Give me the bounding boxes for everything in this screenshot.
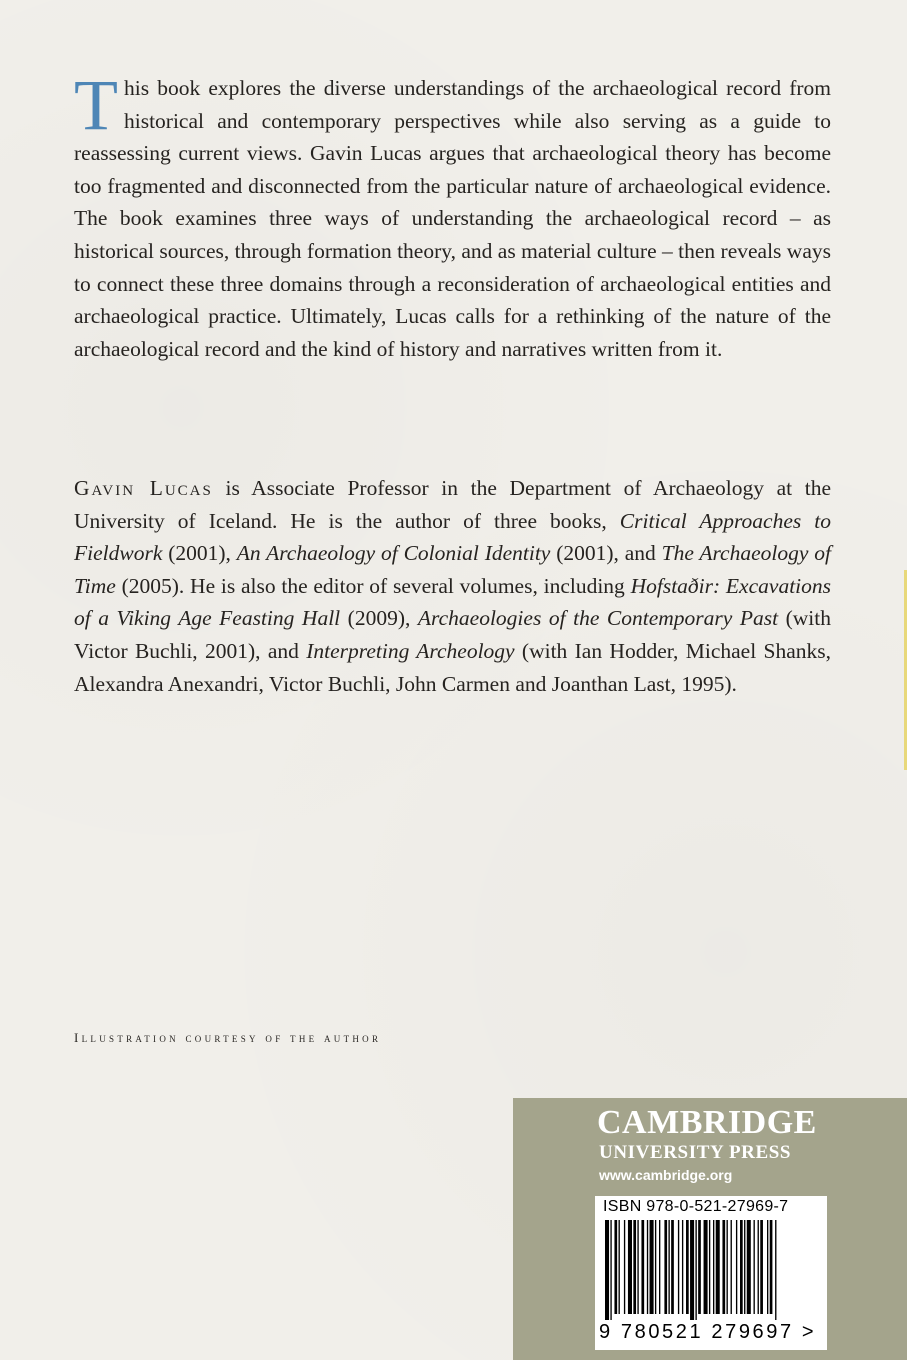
barcode-bar [633, 1220, 636, 1314]
description-paragraph [74, 65, 831, 365]
barcode-bar [655, 1220, 656, 1314]
barcode-bar [740, 1220, 743, 1314]
book-title: Interpreting Archeology [306, 638, 515, 663]
barcode-bar [650, 1220, 654, 1314]
barcode-bar [610, 1220, 611, 1320]
barcode-bar [619, 1220, 620, 1314]
book-title: An Archaeology of Colonial Identity [236, 541, 551, 566]
barcode-bar [704, 1220, 708, 1314]
barcode-digits: 9 780521 279697 > [599, 1321, 817, 1343]
book-title: The Archaeology of Time [74, 541, 831, 598]
bio-text: (2001), and [550, 541, 662, 566]
barcode-bar [736, 1220, 737, 1314]
barcode-bar [709, 1220, 710, 1314]
barcode-bar [744, 1220, 745, 1314]
barcode-bar [722, 1220, 725, 1314]
publisher-name: CAMBRIDGE [597, 1104, 817, 1141]
bio-text: (with Ian Hodder, Michael Shanks, Alexandra Anexandri, Victor Buchli, John Carmen and Joanthan Last, 1995). [74, 638, 831, 696]
barcode-bars [603, 1220, 819, 1320]
barcode-bar [664, 1220, 667, 1314]
barcode-bar [690, 1220, 694, 1320]
barcode-bar [682, 1220, 683, 1314]
barcode-bar [668, 1220, 669, 1314]
barcode-bar [775, 1220, 776, 1320]
bio-text: (2005). He is also the editor of several volumes, including [115, 573, 631, 598]
barcode-bar [770, 1220, 773, 1314]
barcode-bar [637, 1220, 638, 1314]
book-title: Archaeologies of the Contemporary Past [417, 606, 779, 631]
barcode-bar [758, 1220, 759, 1314]
barcode-bar [671, 1220, 674, 1314]
bio-text: (with Victor Buchli, 2001), and [74, 606, 831, 663]
barcode-bar [767, 1220, 768, 1314]
bio-text: (2009), [340, 606, 418, 631]
barcode-bar [678, 1220, 679, 1314]
barcode-bar [628, 1220, 632, 1314]
illustration-credit: Illustration courtesy of the author [74, 1030, 382, 1045]
barcode-bar [647, 1220, 648, 1314]
description-text: his book explores the diverse understandings of the archaeological record from historical and contemporary perspectives while also serving as a guide to reassessing current views. Gavin Lucas argues that archaeological theory has become too fragmented and disconnected from the particular nature of archaeological evidence. The book examines three ways of understanding the archaeological record – as historical sources, through formation theory, and as material culture – then reveals ways to connect these three domains through a reconsideration of archaeological entities and archaeological practice. Ultimately, Lucas calls for a rethinking of the nature of the archaeological record and the kind of history and narratives written from it. [74, 76, 831, 361]
barcode-bar [754, 1220, 755, 1314]
barcode-bar [686, 1220, 689, 1314]
book-title: Critical Approaches to Fieldwork [74, 508, 831, 566]
barcode-bar [760, 1220, 763, 1314]
barcode-bar [698, 1220, 701, 1314]
barcode-bar [624, 1220, 625, 1314]
author-bio-paragraph [74, 472, 831, 700]
barcode-bar [695, 1220, 696, 1320]
barcode-bar [614, 1220, 617, 1314]
barcode-bar [731, 1220, 732, 1314]
author-name: Gavin Lucas [74, 476, 213, 500]
isbn-label: ISBN 978-0-521-27969-7 [603, 1198, 789, 1215]
bio-text: is Associate Professor in the Department of Archaeology at the University of Iceland. He is the author of three books, [74, 476, 831, 533]
publisher-url: www.cambridge.org [599, 1167, 733, 1183]
bio-text: (2001), [162, 541, 237, 566]
publisher-subname: UNIVERSITY PRESS [599, 1142, 792, 1163]
drop-cap: T [74, 65, 118, 145]
barcode-box [595, 1196, 827, 1350]
barcode-bar [641, 1220, 644, 1314]
barcode-bar [727, 1220, 728, 1314]
publisher-panel [513, 1098, 907, 1360]
book-title: Hofstaðir: Excavations of a Viking Age Feasting Hall [74, 573, 832, 631]
barcode-bar [659, 1220, 660, 1314]
barcode-bar [605, 1220, 609, 1320]
barcode-bar [713, 1220, 714, 1314]
barcode-bar [747, 1220, 751, 1314]
barcode-bar [716, 1220, 720, 1314]
